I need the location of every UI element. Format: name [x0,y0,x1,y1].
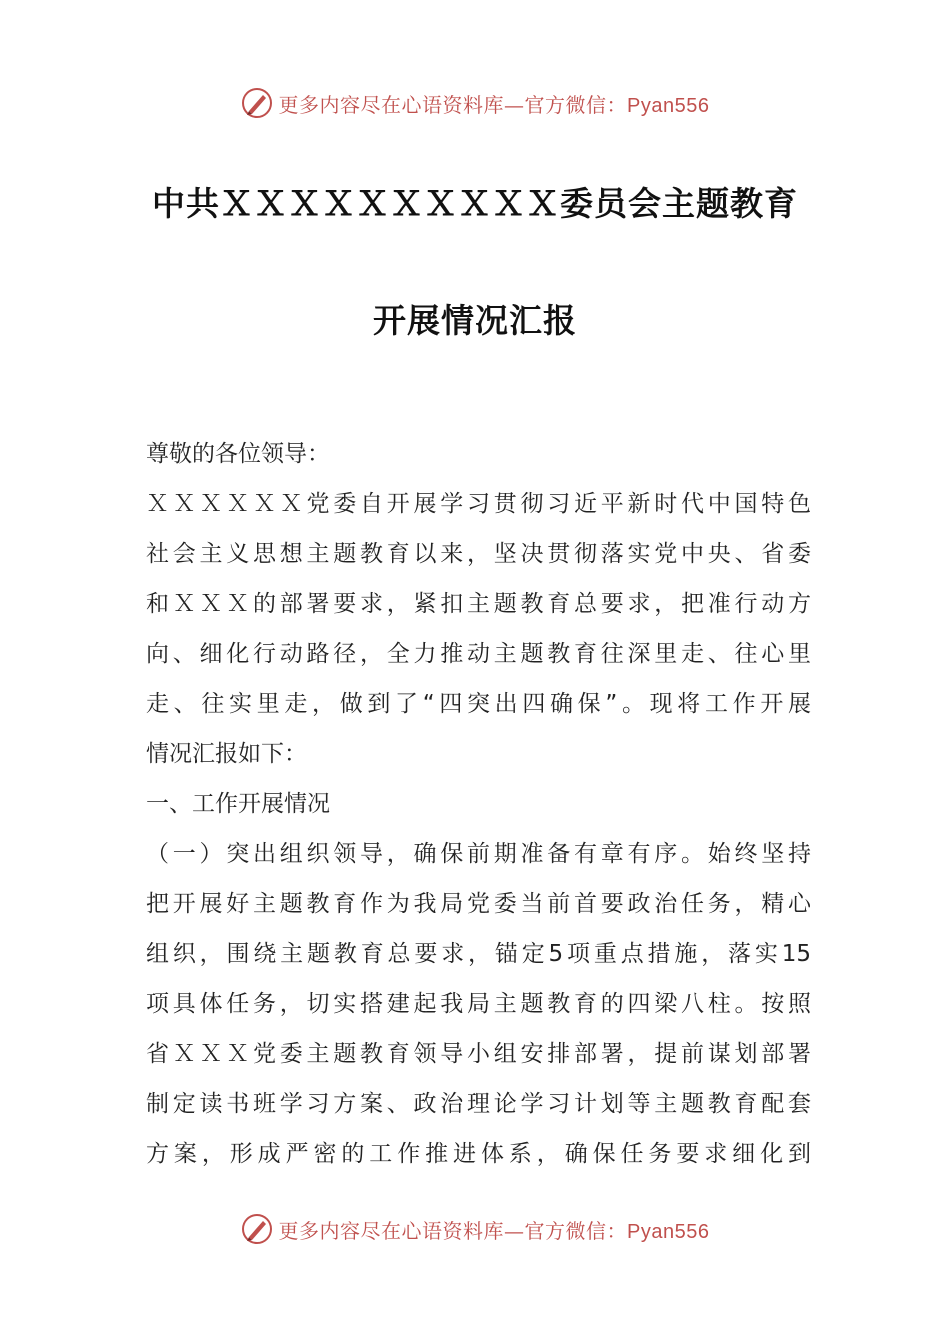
banner-promo-text: 更多内容尽在心语资料库— [278,92,525,117]
paragraph-line: 向、细化行动路径，全力推动主题教育往深里走、往心里 [146,641,811,667]
paragraph-line: 走、往实里走，做到了“四突出四确保”。现将工作开展 [146,691,811,717]
banner-contact-text: 官方微信：Pyan556 [524,94,710,117]
paragraph-line: 组织，围绕主题教育总要求，锚定5项重点措施，落实15 [146,941,811,967]
paragraph-line: ＸＸＸＸＸＸ党委自开展学习贯彻习近平新时代中国特色 [146,491,811,517]
pen-logo-icon [241,1213,273,1245]
section-heading: 一、工作开展情况 [146,791,330,817]
salutation: 尊敬的各位领导： [146,441,330,467]
paragraph-line: 方案，形成严密的工作推进体系，确保任务要求细化到 [146,1141,811,1167]
paragraph-line: 把开展好主题教育作为我局党委当前首要政治任务，精心 [146,891,811,917]
paragraph-line: （一）突出组织领导，确保前期准备有章有序。始终坚持 [146,841,811,867]
paragraph-line: 制定读书班学习方案、政治理论学习计划等主题教育配套 [146,1091,811,1117]
paragraph-line: 情况汇报如下： [146,741,307,767]
footer-banner [0,1209,950,1249]
document-title-line-1: 中共ＸＸＸＸＸＸＸＸＸＸ委员会主题教育 [152,184,798,223]
paragraph-line: 项具体任务，切实搭建起我局主题教育的四梁八柱。按照 [146,991,811,1017]
paragraph-line: 社会主义思想主题教育以来，坚决贯彻落实党中央、省委 [146,541,811,567]
paragraph-line: 和ＸＸＸ的部署要求，紧扣主题教育总要求，把准行动方 [146,591,811,617]
document-title-line-2: 开展情况汇报 [373,301,577,340]
header-banner [0,83,950,123]
banner-contact-text: 官方微信：Pyan556 [524,1220,710,1243]
paragraph-line: 省ＸＸＸ党委主题教育领导小组安排部署，提前谋划部署 [146,1041,811,1067]
banner-promo-text: 更多内容尽在心语资料库— [278,1218,525,1243]
pen-logo-icon [241,87,273,119]
